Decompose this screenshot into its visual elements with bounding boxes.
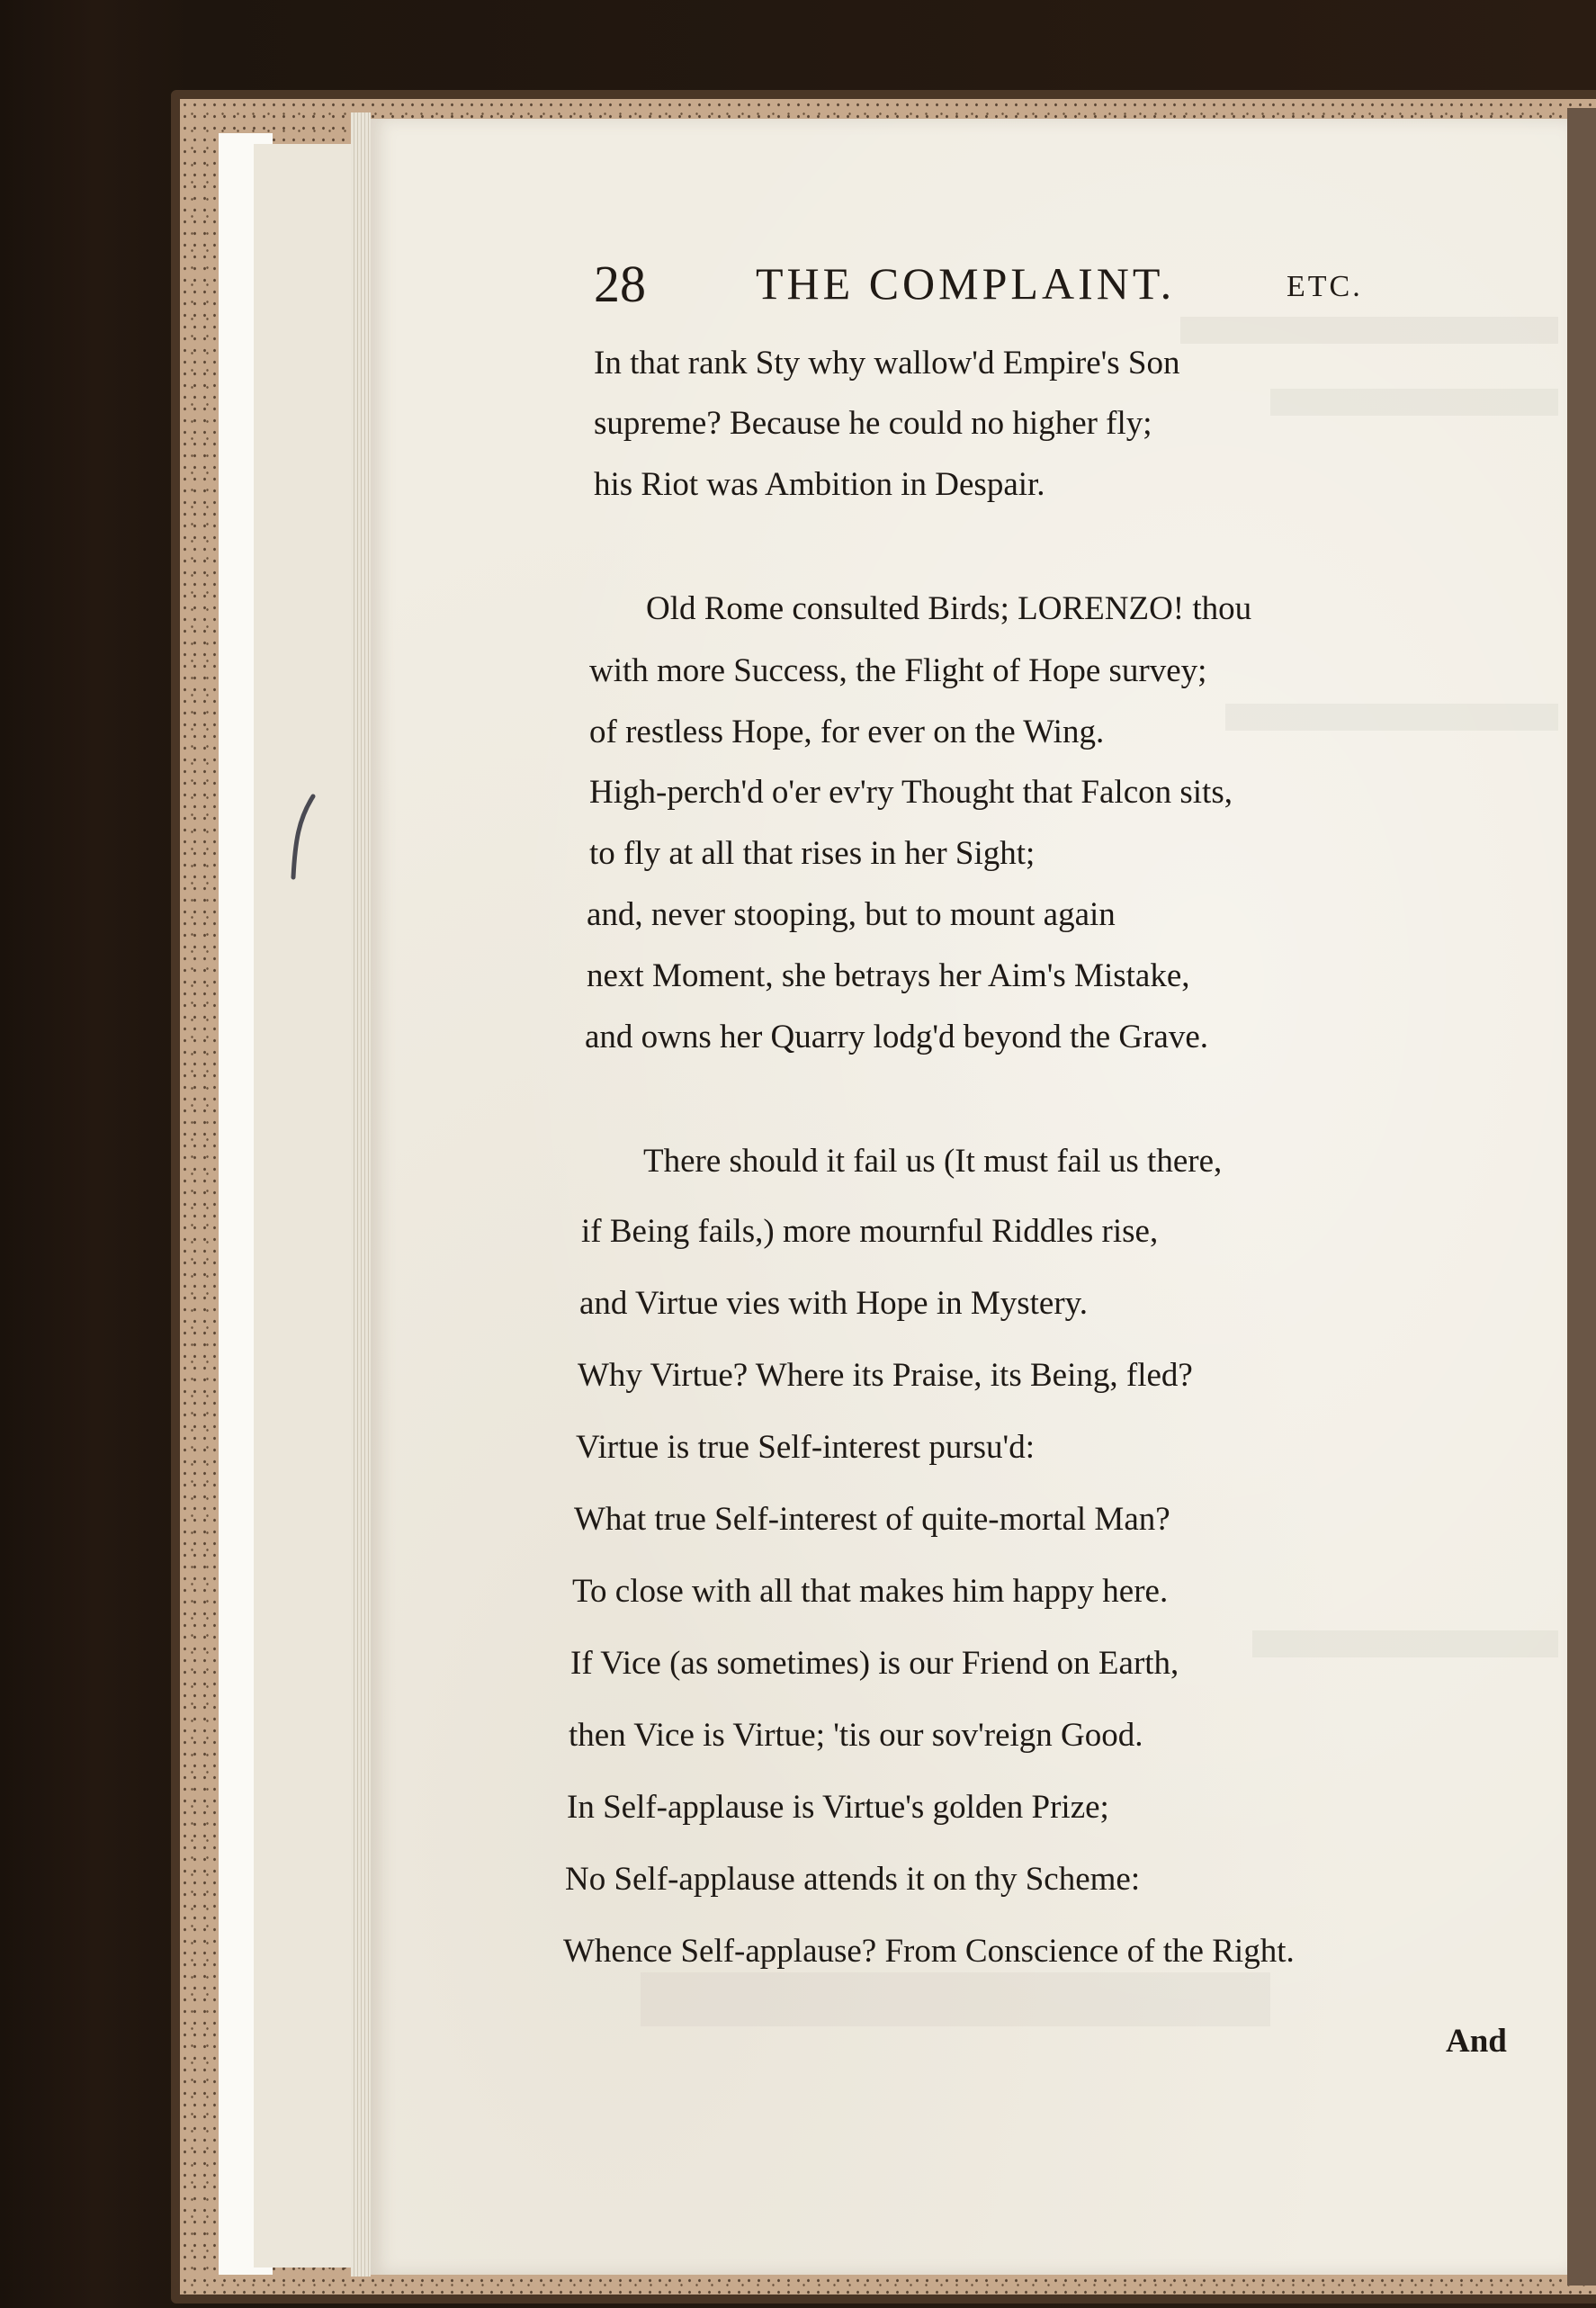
catchword: And <box>1446 2023 1507 2060</box>
verse-line: then Vice is Virtue; 'tis our sov'reign Good. <box>569 1717 1143 1754</box>
running-title: THE COMPLAINT. <box>756 258 1176 309</box>
verse-line: To close with all that makes him happy here. <box>572 1573 1169 1610</box>
verse-line: to fly at all that rises in her Sight; <box>589 835 1036 872</box>
verse-line: No Self-applause attends it on thy Scheme: <box>565 1861 1141 1898</box>
verse-line: There should it fail us (It must fail us there, <box>643 1143 1223 1180</box>
verse-line: and, never stooping, but to mount again <box>587 896 1116 933</box>
verse-line: If Vice (as sometimes) is our Friend on Earth, <box>570 1645 1179 1682</box>
verse-line: Virtue is true Self-interest pursu'd: <box>576 1429 1035 1466</box>
verse-line: of restless Hope, for ever on the Wing. <box>589 714 1105 750</box>
verse-line: supreme? Because he could no higher fly; <box>594 405 1152 442</box>
verse-line: next Moment, she betrays her Aim's Mistake, <box>587 957 1190 994</box>
verse-line: Why Virtue? Where its Praise, its Being, fled? <box>578 1357 1193 1394</box>
bleed-through <box>641 1972 1270 2026</box>
verse-line: High-perch'd o'er ev'ry Thought that Falcon sits, <box>589 774 1233 811</box>
verse-line: What true Self-interest of quite-mortal Man? <box>574 1501 1170 1538</box>
verse-line: In Self-applause is Virtue's golden Prize; <box>567 1789 1109 1826</box>
right-gutter <box>1567 108 1596 2286</box>
page-stack <box>351 112 371 2277</box>
running-title-etc: ETC. <box>1287 270 1363 303</box>
verse-line: with more Success, the Flight of Hope survey; <box>589 652 1207 689</box>
verse-line: Old Rome consulted Birds; LORENZO! thou <box>646 590 1252 627</box>
bleed-through <box>1180 317 1558 344</box>
verse-line: and owns her Quarry lodg'd beyond the Grave. <box>585 1019 1209 1055</box>
verse-line: and Virtue vies with Hope in Mystery. <box>579 1285 1089 1322</box>
running-head <box>594 254 1403 317</box>
bleed-through <box>1270 389 1558 416</box>
verse-line: Whence Self-applause? From Conscience of the Right. <box>563 1933 1295 1970</box>
underlying-page <box>254 144 363 2268</box>
bleed-through <box>1252 1630 1558 1657</box>
verse-line: if Being fails,) more mournful Riddles rise, <box>581 1213 1159 1250</box>
verse-line: his Riot was Ambition in Despair. <box>594 466 1045 503</box>
verse-line: In that rank Sty why wallow'd Empire's Son <box>594 345 1180 382</box>
pencil-mark <box>286 792 322 882</box>
page-number: 28 <box>594 255 646 313</box>
bleed-through <box>1225 704 1558 731</box>
